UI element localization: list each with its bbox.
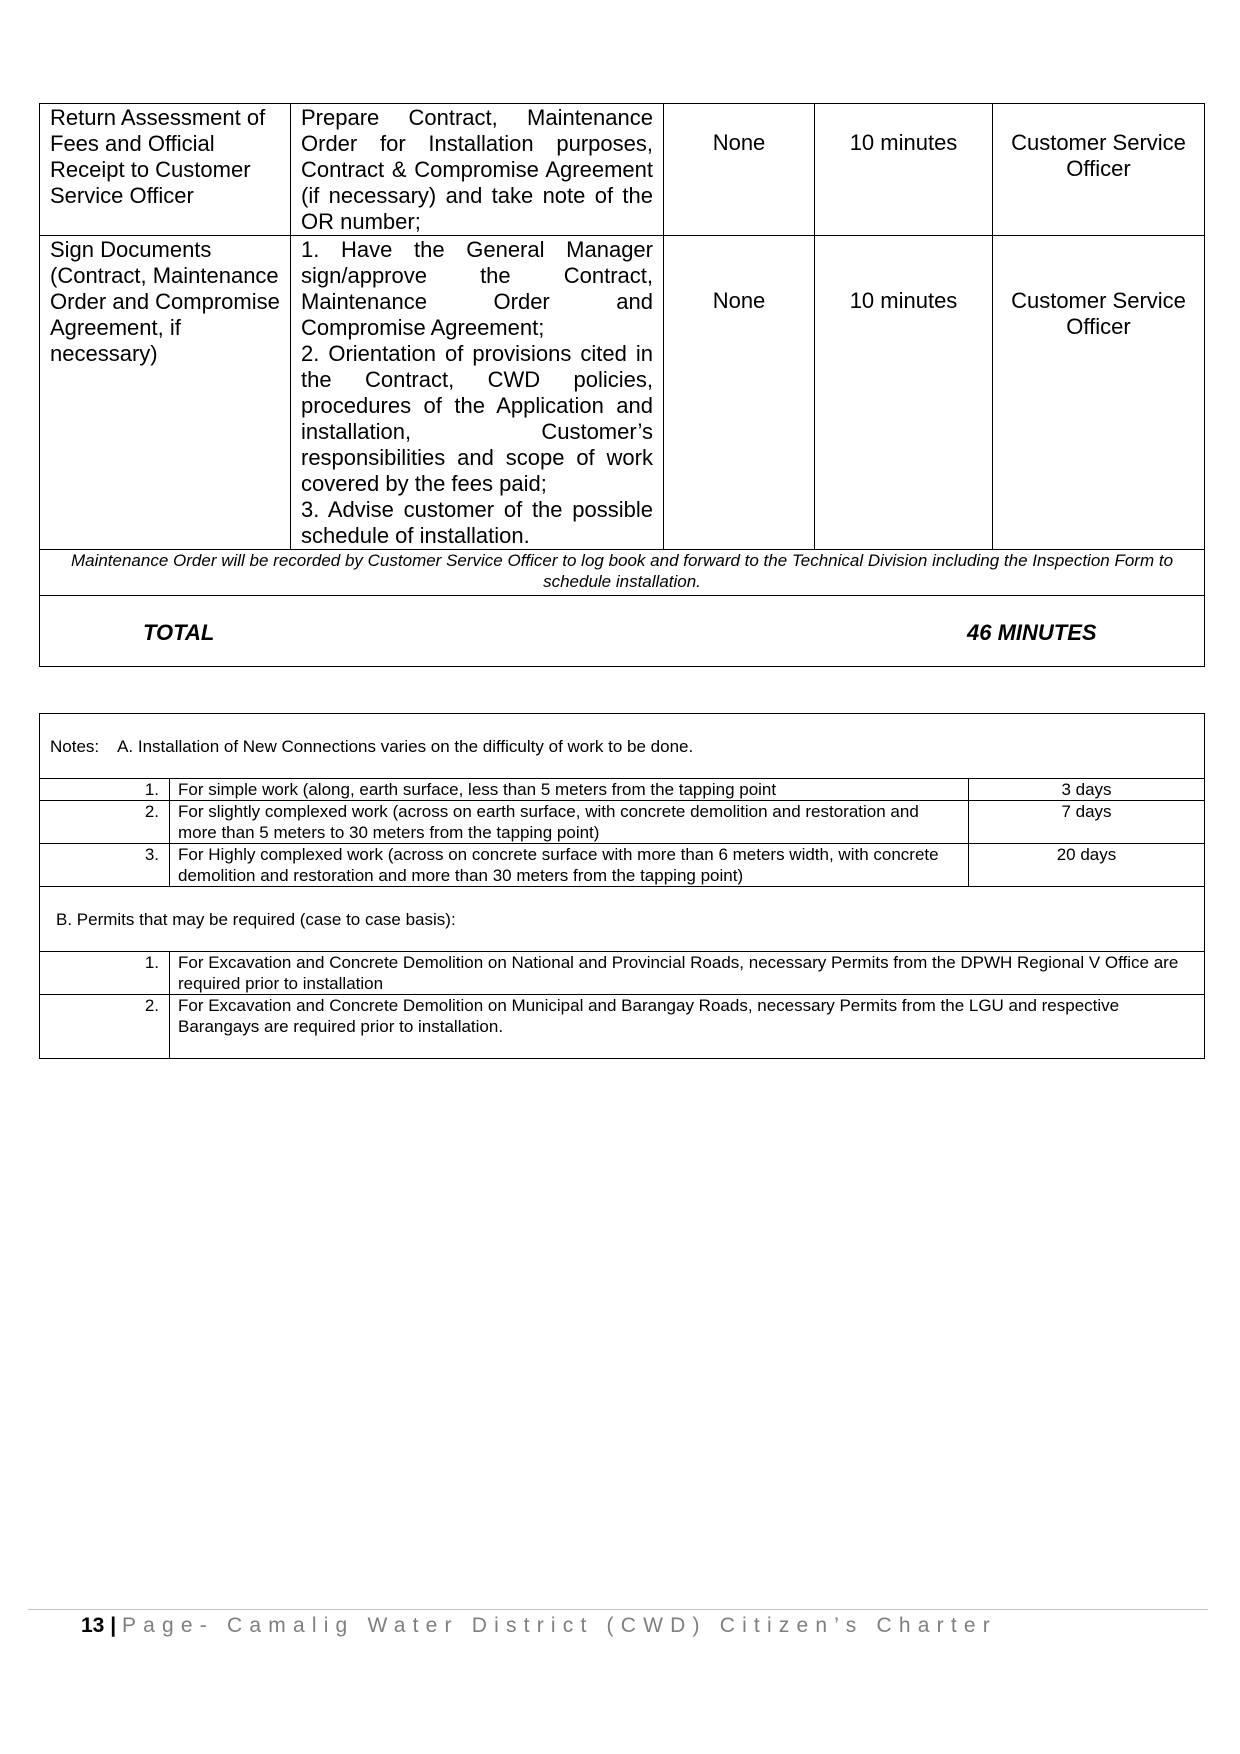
notes-heading-row — [40, 887, 1205, 952]
footer-separator: | — [110, 1614, 117, 1637]
item-text: For slightly complexed work (across on earth surface, with concrete demolition and restoration and more than 5 meters to 30 meters from the tapping point) — [170, 801, 969, 844]
permit-text: For Excavation and Concrete Demolition on Municipal and Barangay Roads, necessary Permits from the LGU and respective Barangays are required prior to installation. — [170, 995, 1205, 1059]
list-item — [40, 952, 1205, 995]
total-label: TOTAL — [143, 620, 215, 645]
item-number: 2. — [40, 801, 170, 844]
page-footer — [81, 1614, 997, 1638]
list-item — [40, 779, 1205, 801]
total-value: 46 MINUTES — [967, 620, 1097, 645]
table-row — [40, 236, 1205, 550]
table-row — [40, 104, 1205, 236]
permit-number: 1. — [40, 952, 170, 995]
notes-heading-b: B. Permits that may be required (case to case basis): — [40, 887, 1205, 952]
notes-table — [39, 713, 1205, 1059]
action-step: 3. Advise customer of the possible schedule of installation. — [301, 497, 653, 548]
person-responsible-cell: Customer Service Officer — [993, 104, 1205, 236]
permit-text: For Excavation and Concrete Demolition on National and Provincial Roads, necessary Permits from the DPWH Regional V Office are required prior to installation — [170, 952, 1205, 995]
item-number: 3. — [40, 844, 170, 887]
item-text: For simple work (along, earth surface, less than 5 meters from the tapping point — [170, 779, 969, 801]
action-step: 1. Have the General Manager sign/approve the Contract, Maintenance Order and Compromise Agreement; — [301, 237, 653, 340]
list-item — [40, 844, 1205, 887]
list-item — [40, 801, 1205, 844]
processing-time-cell: 10 minutes — [815, 236, 993, 550]
maintenance-order-note: Maintenance Order will be recorded by Customer Service Officer to log book and forward to the Technical Division including the Inspection Form to schedule installation. — [40, 550, 1205, 596]
item-duration: 7 days — [969, 801, 1205, 844]
note-row — [40, 550, 1205, 596]
client-step-cell: Sign Documents (Contract, Maintenance Order and Compromise Agreement, if necessary) — [40, 236, 291, 550]
client-step-cell: Return Assessment of Fees and Official Receipt to Customer Service Officer — [40, 104, 291, 236]
notes-heading-a: Notes: A. Installation of New Connections varies on the difficulty of work to be done. — [40, 714, 1205, 779]
item-duration: 3 days — [969, 779, 1205, 801]
footer-text: Page- Camalig Water District (CWD) Citizen’s Charter — [121, 1614, 997, 1637]
agency-action-cell: Prepare Contract, Maintenance Order for Installation purposes, Contract & Compromise Agreement (if necessary) and take note of the OR number; — [291, 104, 664, 236]
processing-time-cell: 10 minutes — [815, 104, 993, 236]
process-table — [39, 103, 1205, 667]
page-number: 13 — [81, 1614, 105, 1637]
action-step: 2. Orientation of provisions cited in the Contract, CWD policies, procedures of the Application and installation, Customer’s responsibilities and scope of work covered by the fees paid; — [301, 341, 653, 496]
fees-cell: None — [664, 104, 815, 236]
agency-action-cell — [291, 236, 664, 550]
list-item — [40, 995, 1205, 1059]
notes-heading-row — [40, 714, 1205, 779]
item-text: For Highly complexed work (across on concrete surface with more than 6 meters width, with concrete demolition and restoration and more than 30 meters from the tapping point) — [170, 844, 969, 887]
permit-number: 2. — [40, 995, 170, 1059]
item-duration: 20 days — [969, 844, 1205, 887]
footer-divider — [28, 1609, 1208, 1610]
item-number: 1. — [40, 779, 170, 801]
fees-cell: None — [664, 236, 815, 550]
person-responsible-cell: Customer Service Officer — [993, 236, 1205, 550]
